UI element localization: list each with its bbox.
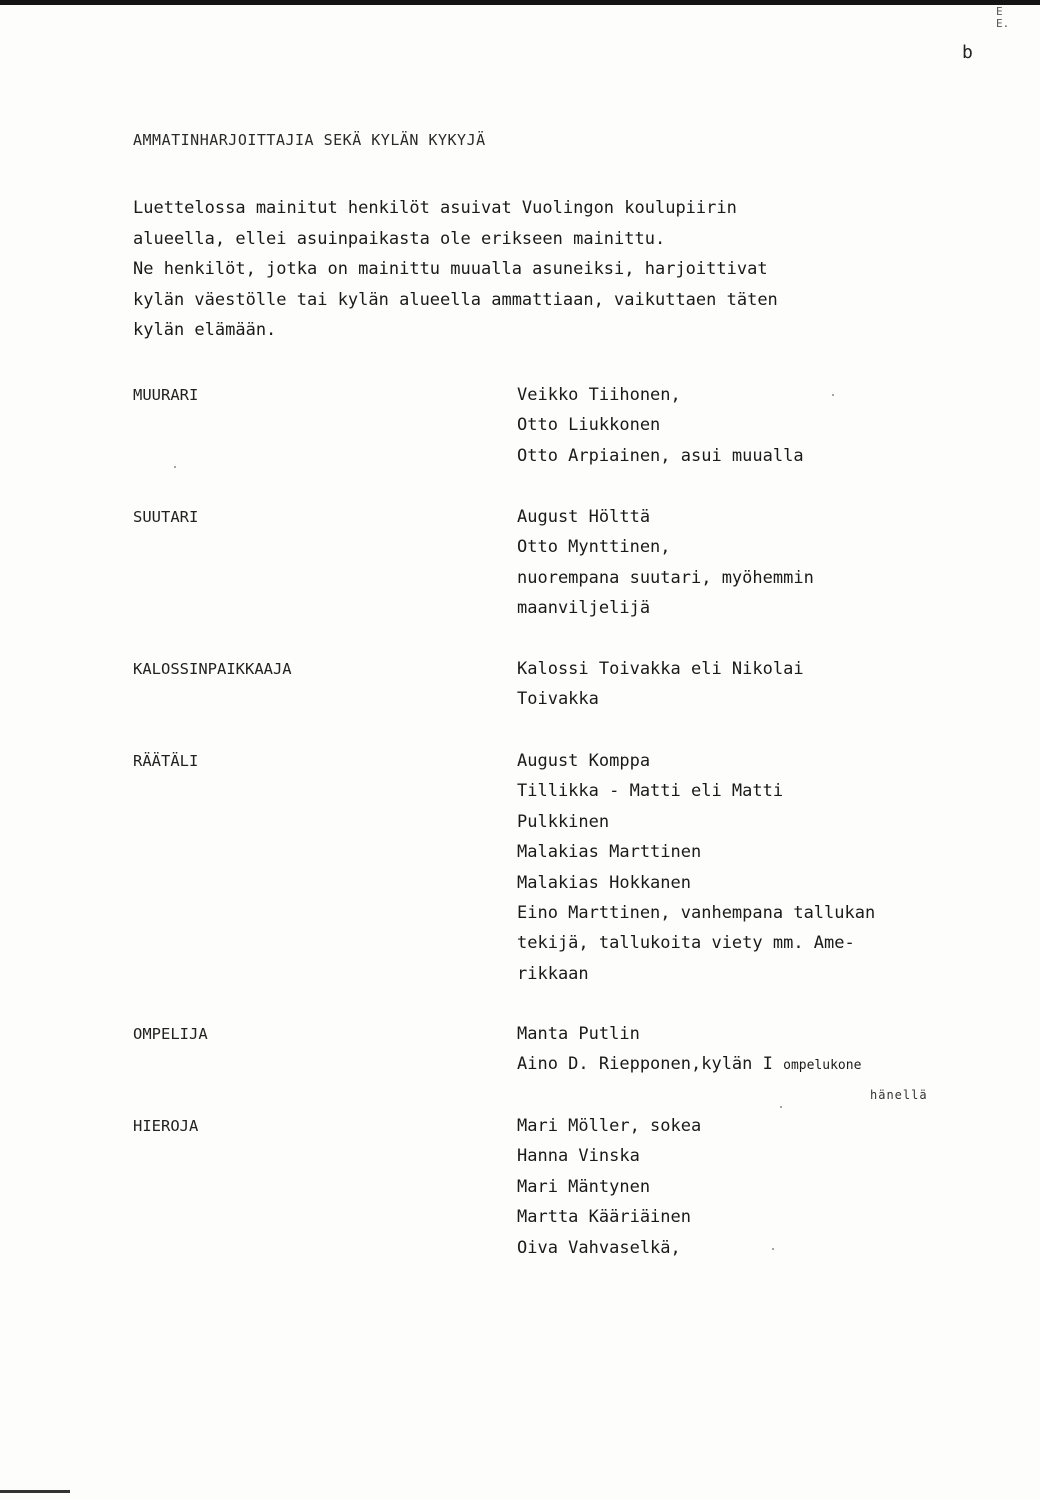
- names-suutari: [517, 502, 977, 624]
- intro-line: alueella, ellei asuinpaikasta ole erikseen mainittu.: [133, 228, 666, 249]
- name-line: Martta Kääriäinen: [517, 1207, 691, 1228]
- name-line: Eino Marttinen, vanhempana tallukan: [517, 903, 876, 924]
- name-line: August Hölttä: [517, 507, 651, 527]
- name-text-small: ompelukone: [783, 1058, 862, 1074]
- occupation-raatali: RÄÄTÄLI: [133, 752, 199, 770]
- name-line: Malakias Marttinen: [517, 842, 702, 863]
- scan-bottom-edge: [0, 1490, 70, 1493]
- intro-line: Ne henkilöt, jotka on mainittu muualla asuneiksi, harjoittivat: [133, 259, 768, 279]
- name-line: Otto Arpiainen, asui muualla: [517, 445, 804, 466]
- name-line: Mari Möller, sokea: [517, 1116, 702, 1136]
- name-line: Mari Mäntynen: [517, 1176, 651, 1197]
- names-raatali: [517, 746, 977, 989]
- name-line: maanviljelijä: [517, 598, 651, 619]
- names-muurari: [517, 380, 977, 471]
- name-line: Otto Mynttinen,: [517, 537, 671, 558]
- name-line: Hanna Vinska: [517, 1146, 640, 1167]
- page-marker: b: [962, 42, 973, 63]
- occupation-suutari: SUUTARI: [133, 508, 199, 526]
- occupation-ompelija: OMPELIJA: [133, 1025, 208, 1043]
- name-line: Malakias Hokkanen: [517, 872, 691, 893]
- name-line: Otto Liukkonen: [517, 415, 661, 436]
- name-line: August Komppa: [517, 751, 651, 771]
- intro-paragraph: [133, 193, 933, 346]
- scan-speck: [780, 1106, 782, 1108]
- name-text: Aino D. Riepponen,kylän I: [517, 1054, 773, 1075]
- intro-line: kylän elämään.: [133, 320, 277, 340]
- scan-speck: [772, 1248, 774, 1250]
- name-line: Toivakka: [517, 689, 599, 710]
- scan-speck: [174, 466, 176, 468]
- name-line: Tillikka - Matti eli Matti: [517, 781, 784, 802]
- name-line: [517, 1049, 977, 1081]
- name-line: Manta Putlin: [517, 1024, 640, 1044]
- intro-line: Luettelossa mainitut henkilöt asuivat Vuolingon koulupiirin: [133, 198, 737, 218]
- edge-mark: E E.: [996, 5, 1010, 31]
- occupation-kalossinpaikkaaja: KALOSSINPAIKKAAJA: [133, 660, 292, 678]
- names-kalossinpaikkaaja: [517, 654, 977, 715]
- names-ompelija: [517, 1019, 977, 1082]
- name-line: Kalossi Toivakka eli Nikolai: [517, 659, 804, 679]
- ompelija-note: hänellä: [870, 1088, 928, 1102]
- name-line: Pulkkinen: [517, 811, 610, 832]
- occupation-hieroja: HIEROJA: [133, 1117, 199, 1135]
- intro-line: kylän väestölle tai kylän alueella ammattiaan, vaikuttaen täten: [133, 289, 778, 310]
- name-line: tekijä, tallukoita viety mm. Ame-: [517, 933, 855, 954]
- name-line: Oiva Vahvaselkä,: [517, 1237, 681, 1258]
- name-line: rikkaan: [517, 963, 589, 984]
- name-line: Veikko Tiihonen,: [517, 385, 681, 405]
- scan-top-edge: [0, 0, 1040, 5]
- occupation-muurari: MUURARI: [133, 386, 199, 404]
- scan-speck: [832, 394, 834, 396]
- name-line: nuorempana suutari, myöhemmin: [517, 567, 814, 588]
- names-hieroja: [517, 1111, 977, 1263]
- page-title: AMMATINHARJOITTAJIA SEKÄ KYLÄN KYKYJÄ: [133, 131, 486, 149]
